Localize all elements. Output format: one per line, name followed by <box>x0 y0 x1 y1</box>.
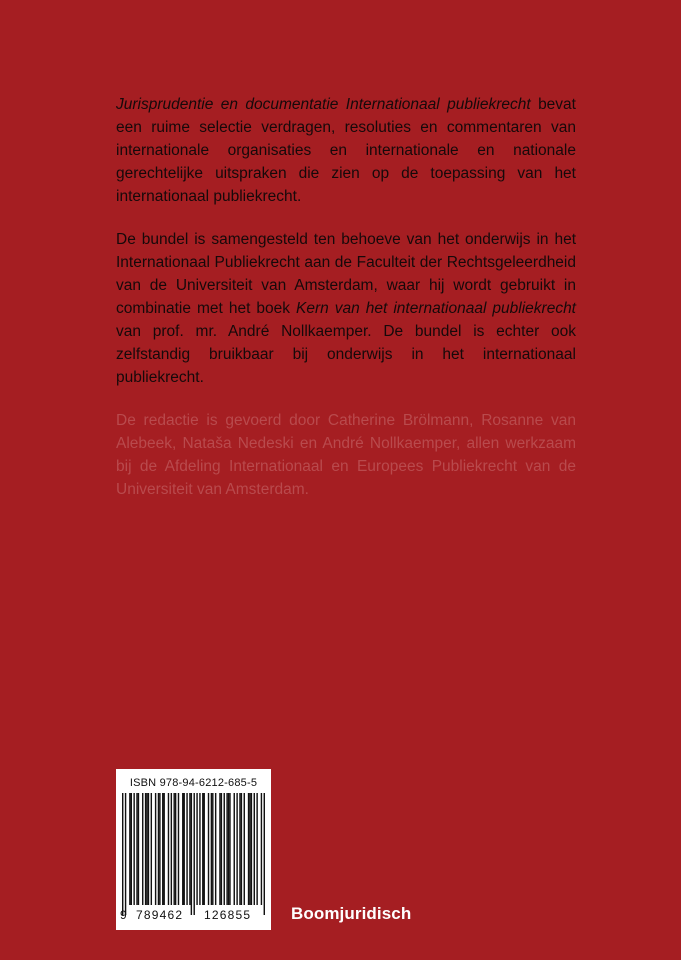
barcode-bar <box>186 793 187 905</box>
barcode-bar <box>215 793 216 905</box>
barcode-bar <box>249 793 250 905</box>
barcode-bar <box>146 793 147 905</box>
barcode-bar <box>129 793 130 905</box>
barcode-bar <box>182 793 183 905</box>
barcode-bar <box>196 793 197 905</box>
barcode-bar <box>171 793 172 905</box>
barcode-bar <box>191 793 192 915</box>
barcode-digits-right: 126855 <box>204 908 252 922</box>
barcode-bar <box>202 793 203 905</box>
barcode-bar <box>159 793 160 905</box>
book-title: Jurisprudentie en documentatie Internationaal publiekrecht <box>116 96 531 113</box>
barcode-bars <box>122 793 265 915</box>
barcode-bar <box>236 793 237 905</box>
barcode-bar <box>208 793 209 905</box>
barcode-bar <box>229 793 230 905</box>
barcode-bar <box>122 793 123 915</box>
barcode-bar <box>158 793 159 905</box>
barcode-bar <box>212 793 213 905</box>
barcode-bar <box>163 793 164 905</box>
referenced-book-title: Kern van het internationaal publiekrecht <box>296 300 576 317</box>
barcode-bar <box>189 793 190 905</box>
blurb-paragraph-2-text-b: van prof. mr. André Nollkaemper. De bundel is echter ook zelfstandig bruikbaar bij onderwijs in het internationaal publiekrecht. <box>116 323 576 386</box>
barcode-bar <box>204 793 205 905</box>
barcode-bar <box>194 793 195 915</box>
barcode-bar <box>254 793 255 905</box>
barcode-bar <box>148 793 149 905</box>
barcode-bar <box>211 793 212 905</box>
barcode-digit-first: 9 <box>120 908 127 922</box>
barcode-bar <box>136 793 137 905</box>
barcode-bar <box>226 793 227 905</box>
barcode-bar <box>264 793 265 915</box>
barcode-bar <box>251 793 252 905</box>
barcode-bar <box>248 793 249 905</box>
barcode-bar <box>178 793 179 905</box>
barcode-bar <box>241 793 242 905</box>
isbn-barcode <box>116 769 271 930</box>
blurb-text <box>116 93 576 521</box>
barcode-bar <box>239 793 240 905</box>
barcode-bar <box>142 793 143 905</box>
blurb-paragraph-1-text: bevat een ruime selectie verdragen, resoluties en commentaren van internationale organisaties en internationale en nationale gerechtelijke uitspraken die zien op de toepassing van het internationaal publiekrecht. <box>116 96 576 205</box>
editors-paragraph: De redactie is gevoerd door Catherine Brölmann, Rosanne van Alebeek, Nataša Nedeski en André Nollkaemper, allen werkzaam bij de Afdeling Internationaal en Europees Publiekrecht van de Universiteit van Amsterdam. <box>116 412 576 498</box>
barcode-bar <box>219 793 220 905</box>
barcode-bar <box>256 793 257 905</box>
barcode-bar <box>175 793 176 905</box>
barcode-bar <box>125 793 126 915</box>
barcode-bar <box>155 793 156 905</box>
isbn-label: ISBN 978-94-6212-685-5 <box>129 777 258 789</box>
barcode-bar <box>131 793 132 905</box>
blurb-paragraph-2 <box>116 228 576 389</box>
barcode-bar <box>221 793 222 905</box>
barcode-bar <box>151 793 152 905</box>
barcode-bar <box>224 793 225 905</box>
barcode-bar <box>162 793 163 905</box>
blurb-paragraph-1 <box>116 93 576 208</box>
barcode-bar <box>133 793 134 905</box>
publisher-logo: Boomjuridisch <box>291 904 412 923</box>
barcode-bar <box>168 793 169 905</box>
barcode-bar <box>183 793 184 905</box>
barcode-bar <box>228 793 229 905</box>
barcode-bar <box>244 793 245 905</box>
barcode-bar <box>199 793 200 905</box>
blurb-paragraph-2-text-a: De bundel is samengesteld ten behoeve van het onderwijs in het Internationaal Publiekrecht aan de Faculteit der Rechtsgeleerdheid van de Universiteit van Amsterdam, waar hij wordt gebruikt in combinatie met het boek <box>116 231 576 317</box>
barcode-bar <box>173 793 174 905</box>
barcode-bar <box>261 793 262 905</box>
barcode-bar <box>145 793 146 905</box>
barcode-digits-left: 789462 <box>136 908 184 922</box>
barcode-bar <box>234 793 235 905</box>
barcode-bar <box>138 793 139 905</box>
